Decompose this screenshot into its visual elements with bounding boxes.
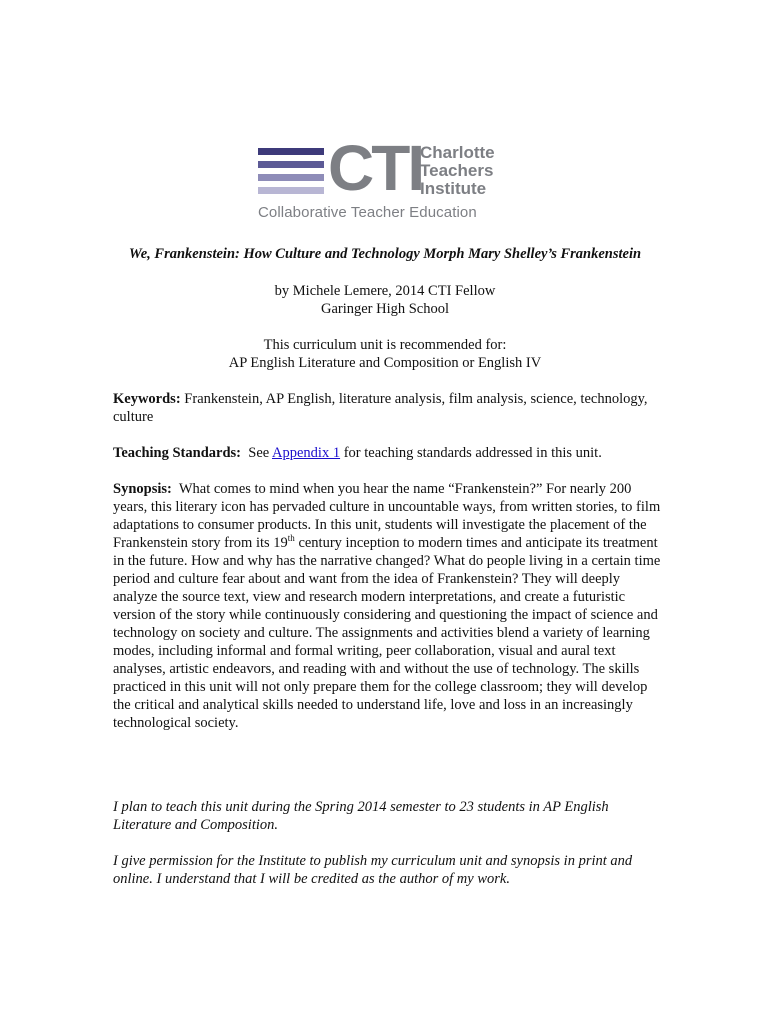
school-line: Garinger High School: [320, 301, 450, 317]
logo-bars-icon: [258, 148, 324, 200]
appendix-link[interactable]: Appendix 1: [272, 445, 341, 461]
permission-statement: I give permission for the Institute to publish my curriculum unit and synopsis in print and online. I understand that I will be credited as the author of my work.: [113, 853, 633, 887]
document-title: We, Frankenstein: How Culture and Technology Morph Mary Shelley’s Frankenstein: [128, 246, 642, 262]
cti-logo: [258, 132, 518, 224]
teaching-standards-label: Teaching Standards:: [113, 445, 241, 461]
recommendation-line: This curriculum unit is recommended for:: [263, 337, 507, 353]
synopsis-text-2: century inception to modern times and anticipate its treatment in the future. How and why has the narrative changed? What do people living in a certain time period and culture fear about and want from the idea of Frankenstein? They will deeply analyze the source text, view and research modern interpretations, and create a futuristic version of the story while continuously considering and questioning the impact of science and technology on society and culture. The assignments and activities blend a variety of learning modes, including informal and formal writing, peer collaboration, visual and aural text analyses, artistic endeavors, and reading with and without the use of technology. The skills practiced in this unit will not only prepare them for the college classroom; they will develop the critical and analytical skills needed to understand life, love and loss in an increasingly technological society.: [113, 535, 661, 731]
teaching-standards-pre: See: [241, 445, 273, 461]
teaching-standards-post: for teaching standards addressed in this unit.: [340, 445, 602, 461]
logo-name-line: Teachers: [420, 161, 494, 180]
synopsis-paragraph: [113, 480, 664, 732]
teaching-standards-paragraph: [113, 444, 661, 462]
recommendation-course: AP English Literature and Composition or English IV: [228, 355, 542, 371]
synopsis-label: Synopsis:: [113, 481, 172, 497]
ordinal-suffix: th: [287, 533, 295, 544]
keywords-text: Frankenstein, AP English, literature analysis, film analysis, science, technology, culture: [113, 391, 648, 425]
byline: [0, 282, 770, 318]
synopsis-text-1: What comes to mind when you hear the name “Frankenstein?” For nearly 200 years, this literary icon has pervaded culture in uncountable ways, from written stories, to film adaptations to consumer products. In this unit, students will investigate the placement of the Frankenstein story from its 19: [113, 481, 664, 551]
author-line: by Michele Lemere, 2014 CTI Fellow: [274, 283, 496, 299]
keywords-label: Keywords:: [113, 391, 181, 407]
logo-name-line: Charlotte: [420, 143, 495, 162]
logo-name: [420, 144, 495, 198]
logo-tagline: Collaborative Teacher Education: [258, 204, 477, 221]
logo-mark: CTI: [328, 132, 423, 204]
logo-name-line: Institute: [420, 179, 487, 198]
recommendation: [0, 336, 770, 372]
plan-statement: I plan to teach this unit during the Spring 2014 semester to 23 students in AP English Literature and Composition.: [113, 799, 609, 833]
keywords-paragraph: [113, 390, 661, 426]
